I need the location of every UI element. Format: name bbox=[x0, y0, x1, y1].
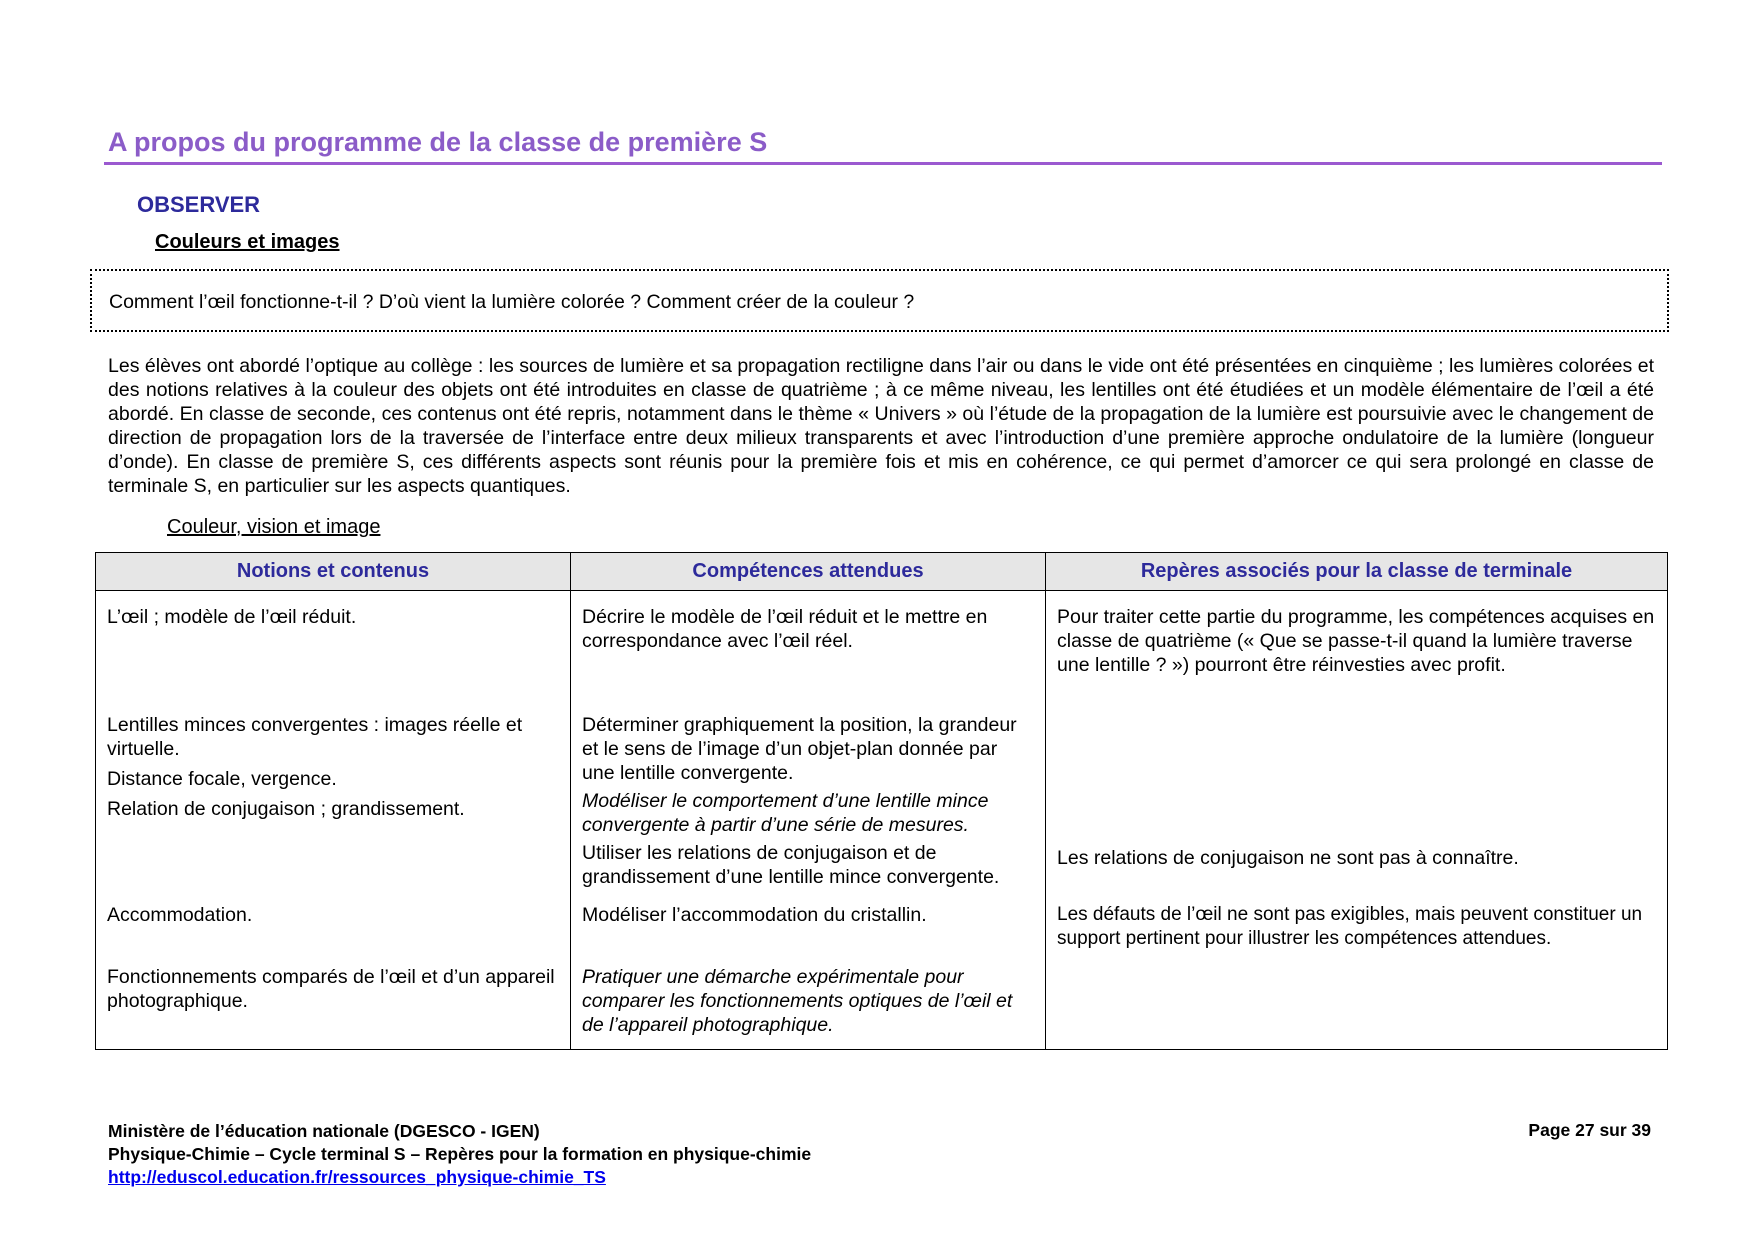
cell-text: Décrire le modèle de l’œil réduit et le mettre en correspondance avec l’œil réel. bbox=[582, 606, 988, 652]
competences-cell bbox=[571, 951, 1046, 1050]
question-box bbox=[90, 269, 1669, 332]
cell-text: Pour traiter cette partie du programme, les compétences acquises en classe de quatrième (« Que se passe-t-il quand la lumière traverse une lentille ? ») pourront être réinvesties avec profit. bbox=[1057, 606, 1655, 676]
reperes-cell bbox=[1046, 889, 1668, 951]
competences-cell bbox=[571, 889, 1046, 951]
table-row bbox=[96, 889, 1668, 951]
cell-text: Utiliser les relations de conjugaison et de grandissement d’une lentille mince convergente. bbox=[582, 841, 1000, 888]
section-heading: OBSERVER bbox=[137, 192, 261, 217]
page-title: A propos du programme de la classe de première S bbox=[108, 127, 768, 157]
cell-text: Modéliser le comportement d’une lentille mince convergente à partir d’une série de mesures. bbox=[582, 789, 989, 836]
header-competences: Compétences attendues bbox=[571, 553, 1046, 591]
cell-text: Relation de conjugaison ; grandissement. bbox=[107, 797, 465, 820]
reperes-cell bbox=[1046, 951, 1668, 1050]
footer-document: Physique-Chimie – Cycle terminal S – Repères pour la formation en physique-chimie bbox=[108, 1144, 812, 1164]
cell-text: Fonctionnements comparés de l’œil et d’un appareil photographique. bbox=[107, 965, 555, 1012]
notions-cell bbox=[96, 889, 571, 951]
cell-text: Pratiquer une démarche expérimentale pour comparer les fonctionnements optiques de l’œil et de l’appareil photographique. bbox=[582, 965, 1013, 1036]
title-divider bbox=[104, 162, 1662, 165]
page-number: Page 27 sur 39 bbox=[1528, 1120, 1651, 1140]
cell-text: Lentilles minces convergentes : images réelle et virtuelle. bbox=[107, 713, 523, 760]
cell-text: Distance focale, vergence. bbox=[107, 767, 337, 790]
notions-cell bbox=[96, 951, 571, 1050]
program-table bbox=[95, 552, 1668, 1050]
reperes-cell bbox=[1046, 699, 1668, 889]
header-notions: Notions et contenus bbox=[96, 553, 571, 591]
subsection-heading: Couleurs et images bbox=[155, 231, 340, 253]
notions-cell bbox=[96, 591, 571, 699]
cell-text: Modéliser l’accommodation du cristallin. bbox=[582, 903, 927, 926]
reperes-cell bbox=[1046, 591, 1668, 699]
table-row bbox=[96, 699, 1668, 889]
footer-ministry: Ministère de l’éducation nationale (DGESCO - IGEN) bbox=[108, 1121, 540, 1141]
cell-text: L’œil ; modèle de l’œil réduit. bbox=[107, 606, 357, 628]
cell-text: Déterminer graphiquement la position, la grandeur et le sens de l’image d’un objet-plan donnée par une lentille convergente. bbox=[582, 713, 1017, 784]
competences-cell bbox=[571, 699, 1046, 889]
footer-link[interactable]: http://eduscol.education.fr/ressources_physique-chimie_TS bbox=[108, 1167, 606, 1187]
table-caption: Couleur, vision et image bbox=[167, 516, 381, 538]
cell-text: Les relations de conjugaison ne sont pas à connaître. bbox=[1057, 846, 1519, 869]
intro-paragraph: Les élèves ont abordé l’optique au collège : les sources de lumière et sa propagation rectiligne dans l’air ou dans le vide ont été présentées en cinquième ; les lumières colorées et des notions relatives à la couleur des objets ont été introduites en classe de quatrième ; à ce même niveau, les lentilles ont été étudiées et un modèle élémentaire de l’œil a été abordé. En classe de seconde, ces contenus ont été repris, notamment dans le thème « Univers » où l’étude de la propagation de la lumière est poursuivie avec le changement de direction de propagation lors de la traversée de l’interface entre deux milieux transparents et avec l’introduction d’une première approche ondulatoire de la lumière (longueur d’onde). En classe de première S, ces différents aspects sont réunis pour la première fois et mis en cohérence, ce qui permet d’amorcer ce qui sera prolongé en classe de terminale S, en particulier sur les aspects quantiques. bbox=[108, 355, 1654, 497]
question-text: Comment l’œil fonctionne-t-il ? D’où vient la lumière colorée ? Comment créer de la couleur ? bbox=[109, 291, 915, 313]
table-row bbox=[96, 951, 1668, 1050]
cell-text: Les défauts de l’œil ne sont pas exigibles, mais peuvent constituer un support pertinent pour illustrer les compétences attendues. bbox=[1057, 903, 1643, 949]
cell-text: Accommodation. bbox=[107, 903, 253, 926]
notions-cell bbox=[96, 699, 571, 889]
table-header-row bbox=[96, 553, 1668, 591]
footer bbox=[108, 1120, 811, 1189]
competences-cell bbox=[571, 591, 1046, 699]
header-reperes: Repères associés pour la classe de terminale bbox=[1046, 553, 1668, 591]
table-row bbox=[96, 591, 1668, 699]
